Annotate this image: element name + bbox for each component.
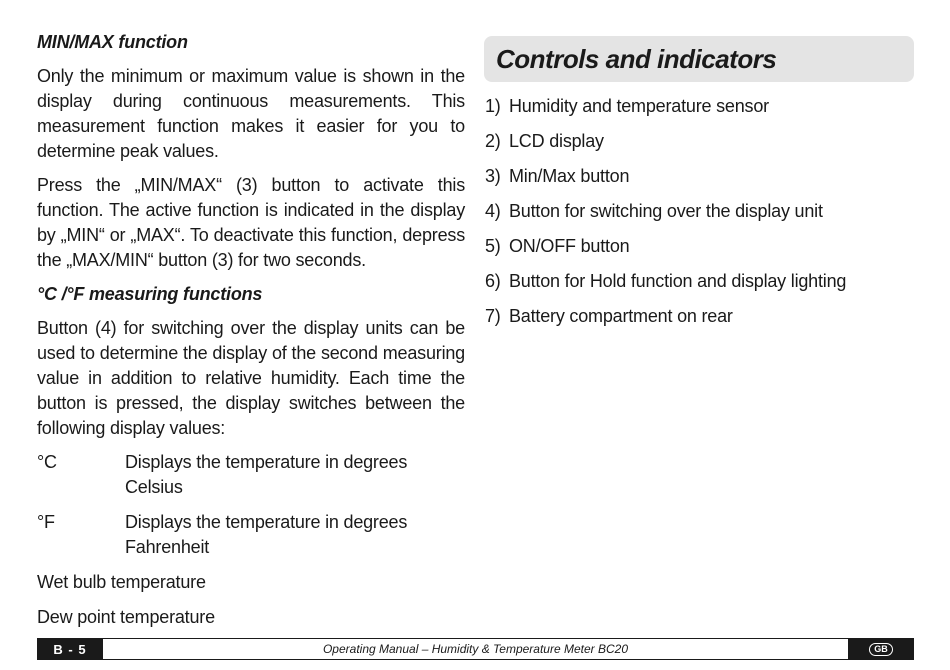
item-label: ON/OFF button [509,236,630,256]
unit-description: Displays the temperature in degrees Celsius [125,452,408,497]
item-label: Button for switching over the display unit [509,201,823,221]
item-label: Battery compartment on rear [509,306,733,326]
list-item [484,164,914,199]
list-item [484,94,914,129]
item-number: 2) [485,131,501,151]
item-label: Humidity and temperature sensor [509,96,769,116]
section-title-box [484,36,914,82]
list-item [484,234,914,269]
unit-symbol: °C [37,452,57,472]
unit-row-celsius [37,450,465,500]
item-label: Button for Hold function and display lighting [509,271,847,291]
unit-row-fahrenheit [37,510,465,560]
list-item [484,199,914,234]
footer-title: Operating Manual – Humidity & Temperature Meter BC20 [322,642,629,656]
list-item [484,129,914,164]
language-badge: GB [869,643,893,656]
list-item [484,269,914,304]
minmax-heading: MIN/MAX function [37,32,188,52]
page-footer [37,638,914,660]
item-number: 3) [485,166,501,186]
item-number: 7) [485,306,501,326]
unit-symbol: °F [37,512,55,532]
item-number: 6) [485,271,501,291]
units-paragraph: Button (4) for switching over the display units can be used to determine the display of the second measuring value in addition to relative humidity. Each time the button is pressed, the display switches between the following display values: [37,318,465,438]
left-column [37,30,465,640]
dew-point-line: Dew point temperature [37,607,215,627]
units-heading: °C /°F measuring functions [37,284,263,304]
item-number: 4) [485,201,501,221]
list-item [484,304,914,339]
controls-list [484,94,914,339]
right-column [484,36,914,339]
item-label: Min/Max button [509,166,630,186]
language-badge-box [848,639,914,659]
minmax-paragraph-1: Only the minimum or maximum value is shown in the display during continuous measurements. This measurement function makes it easier for you to determine peak values. [37,66,465,161]
item-number: 5) [485,236,501,256]
item-number: 1) [485,96,501,116]
page-number: B - 5 [37,639,103,659]
item-label: LCD display [509,131,604,151]
section-title: Controls and indicators [496,43,777,74]
minmax-paragraph-2: Press the „MIN/MAX“ (3) button to activate this function. The active function is indicated in the display by „MIN“ or „MAX“. To deactivate this function, depress the „MAX/MIN“ button (3) for two seconds. [37,175,465,270]
unit-description: Displays the temperature in degrees Fahrenheit [125,512,408,557]
wet-bulb-line: Wet bulb temperature [37,572,206,592]
